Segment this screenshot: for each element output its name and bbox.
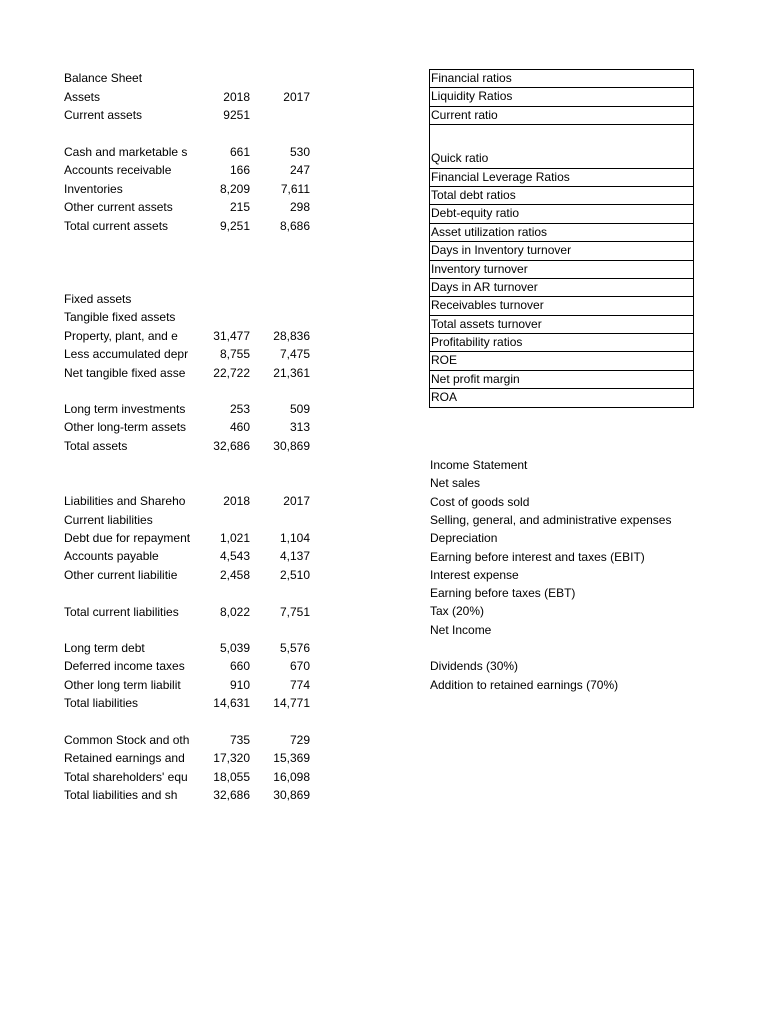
equity-row-label: Total liabilities and sh: [64, 788, 178, 803]
long-term-asset-row-2017: 30,869: [273, 438, 310, 453]
equity-row-2017: 30,869: [273, 788, 310, 803]
long-term-liability-row-2017: 14,771: [273, 696, 310, 711]
current-asset-row-2017: 530: [289, 145, 310, 159]
equity-row-label: Total shareholders' equ: [64, 769, 188, 784]
ratio-row: Current ratio: [429, 107, 694, 125]
current-liabilities-label: Current liabilities: [64, 513, 153, 527]
ratio-row: Profitability ratios: [429, 334, 694, 352]
dividend-line: Addition to retained earnings (70%): [430, 678, 619, 692]
financial-ratios-table: [429, 69, 694, 408]
fixed-asset-row-label: Less accumulated depr: [64, 347, 189, 362]
fixed-asset-row-2018: 8,755: [219, 347, 250, 362]
long-term-liability-row-label: Deferred income taxes: [64, 659, 185, 674]
long-term-asset-row-label: Other long-term assets: [64, 420, 187, 435]
equity-row-2017: 16,098: [273, 769, 310, 784]
fixed-asset-row-2018: 22,722: [213, 365, 250, 380]
equity-row-2018: 18,055: [213, 769, 250, 784]
ratio-row: Days in Inventory turnover: [429, 242, 694, 260]
income-statement-line: Net sales: [430, 476, 481, 491]
ratio-row: Total assets turnover: [429, 316, 694, 334]
dividend-line: Dividends (30%): [430, 659, 519, 673]
income-statement-line: Interest expense: [430, 567, 519, 582]
equity-row-2018: 17,320: [213, 751, 250, 766]
fixed-asset-row-2017: 7,475: [279, 347, 310, 362]
ratio-row: Liquidity Ratios: [429, 88, 694, 106]
current-liability-row-2017: 4,137: [279, 549, 310, 564]
income-statement-line: Selling, general, and administrative expenses: [430, 512, 672, 527]
current-asset-row-2017: 8,686: [279, 218, 310, 233]
ratio-row: Total debt ratios: [429, 187, 694, 205]
total-current-liabilities-2017: 7,751: [279, 605, 310, 619]
income-statement-line: Tax (20%): [430, 604, 485, 619]
current-liability-row-label: Accounts payable: [64, 549, 159, 564]
long-term-liability-row-label: Long term debt: [64, 641, 145, 655]
assets-header-label: Assets: [64, 90, 101, 104]
income-statement-line: Net Income: [430, 622, 492, 637]
long-term-asset-row-label: Total assets: [64, 438, 128, 453]
current-liability-row-label: Other current liabilitie: [64, 567, 178, 582]
ratio-row: Net profit margin: [429, 371, 694, 389]
equity-row-label: Common Stock and oth: [64, 733, 190, 747]
ratio-row: Quick ratio: [429, 150, 694, 168]
tangible-fixed-assets-label: Tangible fixed assets: [64, 310, 176, 324]
long-term-asset-row-2018: 32,686: [213, 438, 250, 453]
long-term-liability-row-2017: 670: [289, 659, 310, 674]
balance-sheet-title: Balance Sheet: [64, 71, 143, 85]
long-term-liability-row-label: Other long term liabilit: [64, 677, 181, 692]
long-term-liability-row-2018: 5,039: [219, 641, 250, 655]
ratio-row: Asset utilization ratios: [429, 224, 694, 242]
current-asset-row-2018: 215: [229, 200, 250, 215]
current-liability-row-2017: 2,510: [279, 567, 310, 582]
current-assets-head-2018: 9251: [223, 108, 250, 122]
fixed-asset-row-2017: 21,361: [273, 365, 310, 380]
current-asset-row-2017: 247: [289, 163, 310, 178]
long-term-liability-row-2018: 14,631: [213, 696, 250, 711]
current-liability-row-label: Debt due for repayment: [64, 531, 191, 545]
fixed-asset-row-label: Net tangible fixed asse: [64, 365, 186, 380]
long-term-asset-row-2017: 313: [289, 420, 310, 435]
long-term-asset-row-2017: 509: [289, 402, 310, 416]
equity-row-2018: 735: [229, 733, 250, 747]
fixed-asset-row-label: Property, plant, and e: [64, 329, 178, 343]
current-asset-row-label: Accounts receivable: [64, 163, 172, 178]
ratio-row: Receivables turnover: [429, 297, 694, 315]
fixed-asset-row-2018: 31,477: [213, 329, 250, 343]
long-term-asset-row-2018: 253: [229, 402, 250, 416]
current-asset-row-label: Cash and marketable s: [64, 145, 188, 159]
ratio-row: Financial Leverage Ratios: [429, 169, 694, 187]
current-assets-head-label: Current assets: [64, 108, 143, 122]
income-statement-title: Income Statement: [430, 458, 528, 472]
current-asset-row-2018: 9,251: [219, 218, 250, 233]
total-current-liabilities-2018: 8,022: [219, 605, 250, 619]
current-asset-row-2018: 661: [229, 145, 250, 159]
long-term-asset-row-label: Long term investments: [64, 402, 186, 416]
long-term-liability-row-label: Total liabilities: [64, 696, 139, 711]
equity-row-2018: 32,686: [213, 788, 250, 803]
assets-header-2018: 2018: [223, 90, 250, 104]
ratio-row: ROE: [429, 352, 694, 370]
ratio-gap-row: [429, 125, 694, 150]
current-liability-row-2018: 1,021: [219, 531, 250, 545]
current-asset-row-2017: 7,611: [280, 181, 310, 196]
ratio-row: Inventory turnover: [429, 261, 694, 279]
current-asset-row-2017: 298: [289, 200, 310, 215]
long-term-liability-row-2018: 660: [229, 659, 250, 674]
current-asset-row-label: Other current assets: [64, 200, 173, 215]
equity-row-2017: 15,369: [273, 751, 310, 766]
income-statement-line: Depreciation: [430, 531, 498, 546]
long-term-asset-row-2018: 460: [229, 420, 250, 435]
current-liability-row-2017: 1,104: [279, 531, 310, 545]
ratio-row: Financial ratios: [429, 70, 694, 88]
equity-row-2017: 729: [289, 733, 310, 747]
fixed-assets-label: Fixed assets: [64, 292, 132, 306]
current-asset-row-label: Inventories: [64, 181, 123, 196]
ratio-row: ROA: [429, 389, 694, 407]
liabilities-header-2018: 2018: [223, 494, 250, 508]
liabilities-header-label: Liabilities and Shareho: [64, 494, 186, 508]
long-term-liability-row-2017: 5,576: [279, 641, 310, 655]
long-term-liability-row-2017: 774: [289, 677, 310, 692]
income-statement-line: Cost of goods sold: [430, 494, 530, 509]
assets-header-2017: 2017: [283, 90, 310, 104]
income-statement-line: Earning before interest and taxes (EBIT): [430, 549, 645, 564]
current-asset-row-2018: 166: [229, 163, 250, 178]
total-current-liabilities-label: Total current liabilities: [64, 605, 179, 619]
current-asset-row-label: Total current assets: [64, 218, 169, 233]
long-term-liability-row-2018: 910: [229, 677, 250, 692]
ratio-row: Debt-equity ratio: [429, 205, 694, 223]
ratio-row: Days in AR turnover: [429, 279, 694, 297]
fixed-asset-row-2017: 28,836: [273, 329, 310, 343]
current-asset-row-2018: 8,209: [219, 181, 250, 196]
equity-row-label: Retained earnings and: [64, 751, 185, 766]
current-liability-row-2018: 2,458: [219, 567, 250, 582]
income-statement-line: Earning before taxes (EBT): [430, 586, 576, 601]
current-liability-row-2018: 4,543: [219, 549, 250, 564]
liabilities-header-2017: 2017: [283, 494, 310, 508]
